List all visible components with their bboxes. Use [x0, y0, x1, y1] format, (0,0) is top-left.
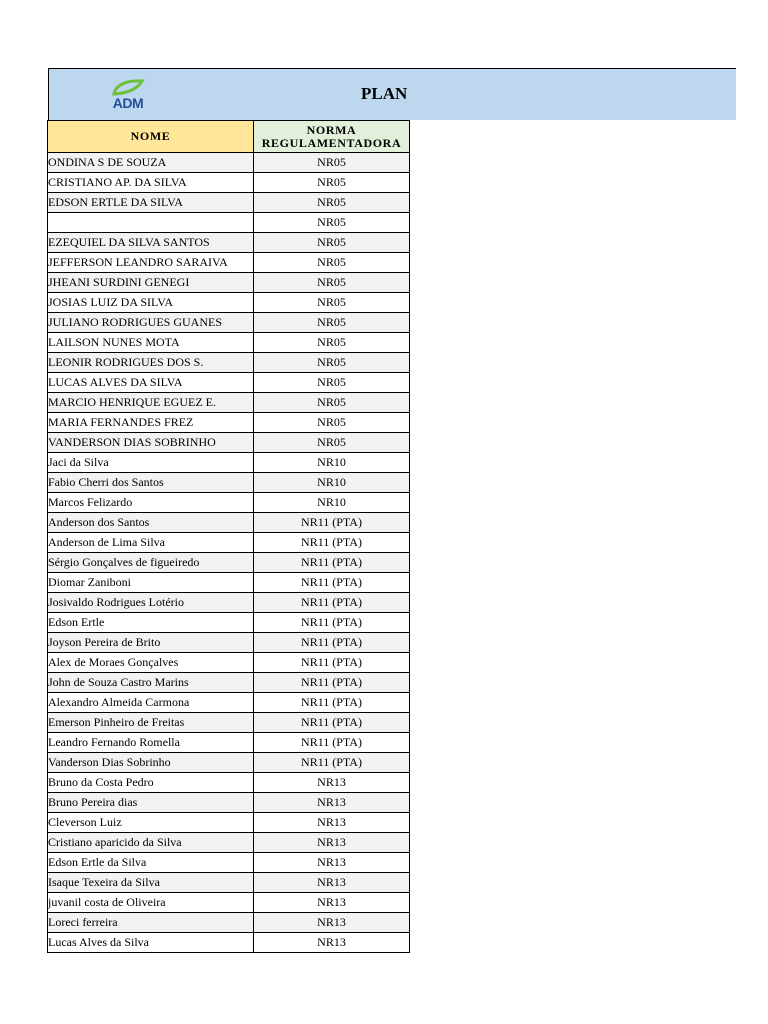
table-row — [48, 553, 410, 573]
cell-nome[interactable] — [48, 213, 254, 233]
cell-nome[interactable]: Anderson de Lima Silva — [48, 533, 254, 553]
table-row — [48, 493, 410, 513]
cell-nome[interactable]: juvanil costa de Oliveira — [48, 893, 254, 913]
cell-nome[interactable]: Marcos Felizardo — [48, 493, 254, 513]
cell-nome[interactable]: Edson Ertle — [48, 613, 254, 633]
table-row — [48, 453, 410, 473]
cell-norma[interactable]: NR13 — [254, 853, 410, 873]
cell-nome[interactable]: Bruno da Costa Pedro — [48, 773, 254, 793]
cell-norma[interactable]: NR11 (PTA) — [254, 713, 410, 733]
cell-norma[interactable]: NR05 — [254, 393, 410, 413]
cell-norma[interactable]: NR11 (PTA) — [254, 693, 410, 713]
table-row — [48, 873, 410, 893]
cell-nome[interactable]: Cristiano aparicido da Silva — [48, 833, 254, 853]
cell-nome[interactable]: CRISTIANO AP. DA SILVA — [48, 173, 254, 193]
cell-nome[interactable]: EZEQUIEL DA SILVA SANTOS — [48, 233, 254, 253]
cell-nome[interactable]: Lucas Alves da Silva — [48, 933, 254, 953]
cell-nome[interactable]: LAILSON NUNES MOTA — [48, 333, 254, 353]
cell-nome[interactable]: VANDERSON DIAS SOBRINHO — [48, 433, 254, 453]
cell-nome[interactable]: Diomar Zaniboni — [48, 573, 254, 593]
cell-norma[interactable]: NR05 — [254, 153, 410, 173]
table-row — [48, 153, 410, 173]
cell-norma[interactable]: NR13 — [254, 893, 410, 913]
cell-norma[interactable]: NR05 — [254, 253, 410, 273]
cell-norma[interactable]: NR13 — [254, 933, 410, 953]
table-row — [48, 413, 410, 433]
cell-norma[interactable]: NR05 — [254, 233, 410, 253]
cell-nome[interactable]: MARIA FERNANDES FREZ — [48, 413, 254, 433]
cell-norma[interactable]: NR05 — [254, 193, 410, 213]
cell-nome[interactable]: JEFFERSON LEANDRO SARAIVA — [48, 253, 254, 273]
cell-nome[interactable]: JULIANO RODRIGUES GUANES — [48, 313, 254, 333]
table-header-row — [48, 121, 410, 153]
cell-norma[interactable]: NR11 (PTA) — [254, 753, 410, 773]
cell-norma[interactable]: NR05 — [254, 413, 410, 433]
table-row — [48, 313, 410, 333]
cell-norma[interactable]: NR11 (PTA) — [254, 573, 410, 593]
cell-nome[interactable]: Fabio Cherri dos Santos — [48, 473, 254, 493]
cell-nome[interactable]: MARCIO HENRIQUE EGUEZ E. — [48, 393, 254, 413]
cell-norma[interactable]: NR05 — [254, 293, 410, 313]
cell-nome[interactable]: Vanderson Dias Sobrinho — [48, 753, 254, 773]
cell-norma[interactable]: NR10 — [254, 453, 410, 473]
cell-nome[interactable]: Joyson Pereira de Brito — [48, 633, 254, 653]
table-row — [48, 673, 410, 693]
cell-norma[interactable]: NR05 — [254, 273, 410, 293]
cell-nome[interactable]: Josivaldo Rodrigues Lotério — [48, 593, 254, 613]
table-row — [48, 273, 410, 293]
cell-nome[interactable]: Jaci da Silva — [48, 453, 254, 473]
table-row — [48, 853, 410, 873]
table-row — [48, 533, 410, 553]
employee-table — [47, 120, 410, 953]
adm-logo — [104, 78, 154, 114]
cell-norma[interactable]: NR11 (PTA) — [254, 553, 410, 573]
table-row — [48, 433, 410, 453]
cell-nome[interactable]: Alex de Moraes Gonçalves — [48, 653, 254, 673]
cell-norma[interactable]: NR05 — [254, 353, 410, 373]
cell-nome[interactable]: Sérgio Gonçalves de figueiredo — [48, 553, 254, 573]
cell-norma[interactable]: NR13 — [254, 873, 410, 893]
table-row — [48, 393, 410, 413]
cell-nome[interactable]: JOSIAS LUIZ DA SILVA — [48, 293, 254, 313]
cell-nome[interactable]: JHEANI SURDINI GENEGI — [48, 273, 254, 293]
table-row — [48, 833, 410, 853]
cell-norma[interactable]: NR13 — [254, 773, 410, 793]
table-row — [48, 733, 410, 753]
table-row — [48, 653, 410, 673]
cell-nome[interactable]: Anderson dos Santos — [48, 513, 254, 533]
column-header-norma-line1: NORMA — [306, 122, 357, 137]
table-row — [48, 233, 410, 253]
table-row — [48, 293, 410, 313]
cell-norma[interactable]: NR11 (PTA) — [254, 633, 410, 653]
cell-norma[interactable]: NR10 — [254, 473, 410, 493]
cell-norma[interactable]: NR05 — [254, 433, 410, 453]
column-header-norma-line2: REGULAMENTADORA — [261, 135, 402, 150]
cell-norma[interactable]: NR11 (PTA) — [254, 533, 410, 553]
table-row — [48, 513, 410, 533]
cell-nome[interactable]: Emerson Pinheiro de Freitas — [48, 713, 254, 733]
cell-nome[interactable]: EDSON ERTLE DA SILVA — [48, 193, 254, 213]
cell-nome[interactable]: Cleverson Luiz — [48, 813, 254, 833]
table-row — [48, 213, 410, 233]
logo-text: ADM — [112, 95, 144, 111]
leaf-icon — [104, 78, 152, 96]
cell-nome[interactable]: Loreci ferreira — [48, 913, 254, 933]
cell-norma[interactable]: NR05 — [254, 313, 410, 333]
table-row — [48, 693, 410, 713]
cell-norma[interactable]: NR13 — [254, 833, 410, 853]
table-row — [48, 253, 410, 273]
table-row — [48, 813, 410, 833]
cell-norma[interactable]: NR13 — [254, 793, 410, 813]
table-row — [48, 633, 410, 653]
logo-cell — [48, 68, 410, 121]
table-row — [48, 893, 410, 913]
cell-norma[interactable]: NR05 — [254, 213, 410, 233]
cell-norma[interactable]: NR05 — [254, 173, 410, 193]
cell-norma[interactable]: NR11 (PTA) — [254, 513, 410, 533]
table-row — [48, 573, 410, 593]
table-row — [48, 753, 410, 773]
cell-norma[interactable]: NR13 — [254, 913, 410, 933]
cell-norma[interactable]: NR11 (PTA) — [254, 593, 410, 613]
table-body — [48, 153, 410, 953]
table-row — [48, 173, 410, 193]
cell-norma[interactable]: NR10 — [254, 493, 410, 513]
cell-nome[interactable]: LUCAS ALVES DA SILVA — [48, 373, 254, 393]
table-row — [48, 713, 410, 733]
cell-nome[interactable]: Alexandro Almeida Carmona — [48, 693, 254, 713]
table-row — [48, 913, 410, 933]
cell-norma[interactable]: NR05 — [254, 333, 410, 353]
cell-nome[interactable]: ONDINA S DE SOUZA — [48, 153, 254, 173]
cell-nome[interactable]: LEONIR RODRIGUES DOS S. — [48, 353, 254, 373]
page-title: PLAN — [361, 84, 408, 103]
cell-norma[interactable]: NR11 (PTA) — [254, 653, 410, 673]
cell-norma[interactable]: NR13 — [254, 813, 410, 833]
table-row — [48, 473, 410, 493]
table-row — [48, 613, 410, 633]
cell-norma[interactable]: NR11 (PTA) — [254, 613, 410, 633]
table-row — [48, 333, 410, 353]
cell-nome[interactable]: Leandro Fernando Romella — [48, 733, 254, 753]
table-row — [48, 793, 410, 813]
table-row — [48, 373, 410, 393]
cell-nome[interactable]: Bruno Pereira dias — [48, 793, 254, 813]
cell-nome[interactable]: John de Souza Castro Marins — [48, 673, 254, 693]
table-row — [48, 193, 410, 213]
table-row — [48, 773, 410, 793]
column-header-nome: NOME — [48, 121, 254, 153]
cell-norma[interactable]: NR11 (PTA) — [254, 733, 410, 753]
cell-norma[interactable]: NR11 (PTA) — [254, 673, 410, 693]
cell-nome[interactable]: Edson Ertle da Silva — [48, 853, 254, 873]
column-header-norma — [254, 121, 410, 153]
cell-nome[interactable]: Isaque Texeira da Silva — [48, 873, 254, 893]
table-row — [48, 593, 410, 613]
cell-norma[interactable]: NR05 — [254, 373, 410, 393]
table-row — [48, 933, 410, 953]
table-row — [48, 353, 410, 373]
